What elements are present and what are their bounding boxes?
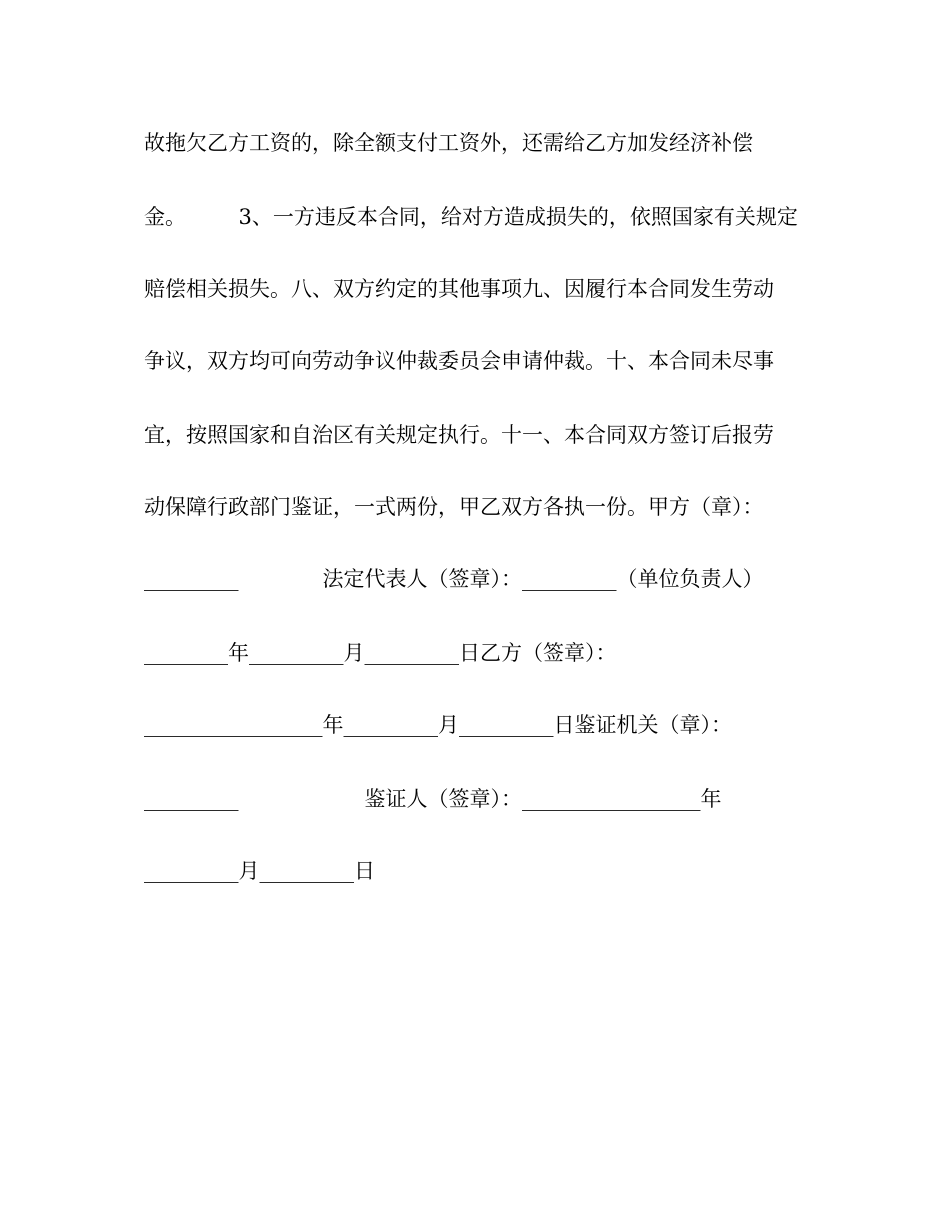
- date-line-verification-authority: _________________年_________月_________日鉴证机关（章）：: [144, 713, 732, 737]
- body-text-line: 争议，双方均可向劳动争议仲裁委员会申请仲裁。十、本合同未尽事: [144, 349, 774, 373]
- body-text-line: 动保障行政部门鉴证，一式两份，甲乙双方各执一份。甲方（章）：: [144, 495, 764, 519]
- signature-line-verifier: _________ 鉴证人（签章）：_________________年: [144, 787, 722, 811]
- body-text-line: 宜，按照国家和自治区有关规定执行。十一、本合同双方签订后报劳: [144, 423, 774, 447]
- date-line-party-b: ________年_________月_________日乙方（签章）：: [144, 641, 617, 665]
- body-text-line: 金。 3、一方违反本合同，给对方造成损失的，依照国家有关规定: [144, 205, 798, 229]
- body-text-line: 赔偿相关损失。八、双方约定的其他事项九、因履行本合同发生劳动: [144, 277, 774, 301]
- body-text-line: 故拖欠乙方工资的，除全额支付工资外，还需给乙方加发经济补偿: [144, 131, 753, 155]
- date-line-final: _________月_________日: [144, 859, 375, 883]
- signature-line-party-a: _________ 法定代表人（签章）：_________（单位负责人）: [144, 567, 764, 591]
